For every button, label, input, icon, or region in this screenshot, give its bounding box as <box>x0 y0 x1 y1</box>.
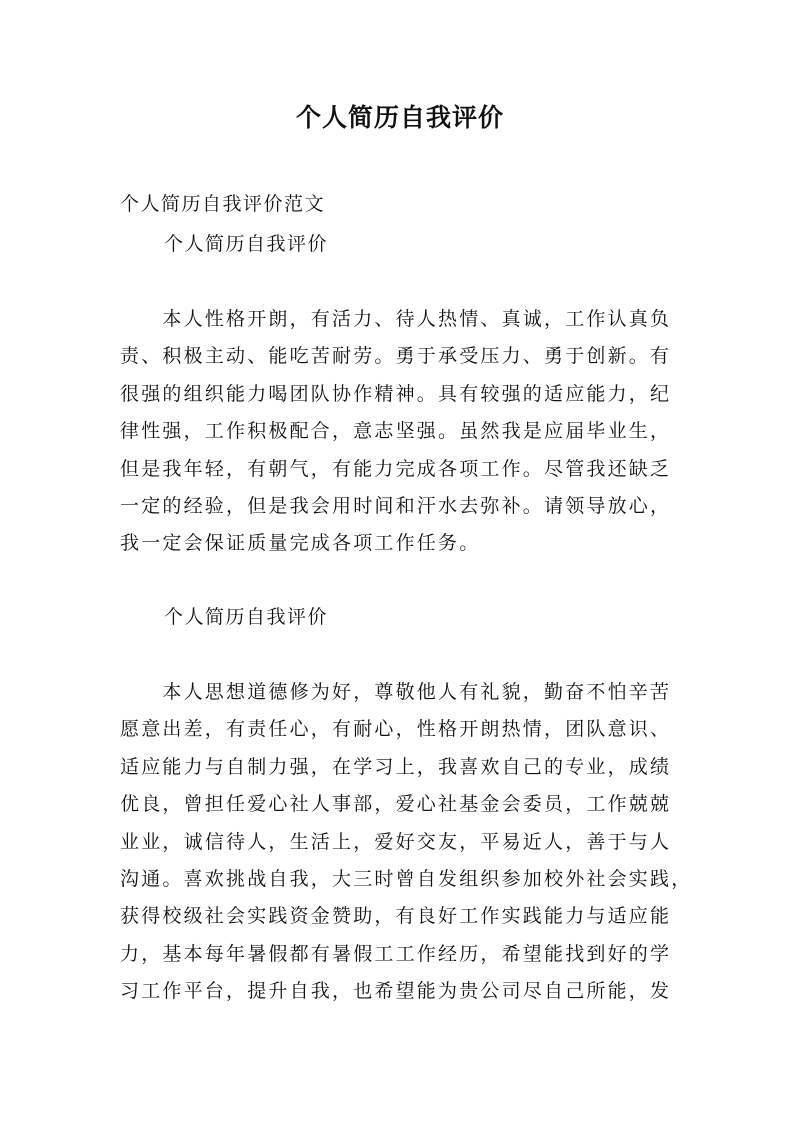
section-2-paragraph <box>120 674 693 1011</box>
paragraph-line: 适应能力与自制力强，在学习上，我喜欢自己的专业，成绩 <box>120 755 672 778</box>
section-1-heading: 个人简历自我评价 <box>164 233 329 255</box>
document-subtitle: 个人简历自我评价范文 <box>120 193 326 215</box>
paragraph-line: 但是我年轻，有朝气，有能力完成各项工作。尽管我还缺乏 <box>120 457 672 480</box>
paragraph-line: 获得校级社会实践资金赞助，有良好工作实践能力与适应能 <box>120 905 672 928</box>
paragraph-line: 力，基本每年暑假都有暑假工工作经历，希望能找到好的学 <box>120 942 672 965</box>
section-2-heading: 个人简历自我评价 <box>164 606 329 628</box>
paragraph-line: 律性强，工作积极配合，意志坚强。虽然我是应届毕业生， <box>120 420 672 443</box>
paragraph-line: 愿意出差，有责任心，有耐心，性格开朗热情，团队意识、 <box>120 718 672 741</box>
paragraph-line: 沟通。喜欢挑战自我，大三时曾自发组织参加校外社会实践， <box>120 867 693 890</box>
paragraph-line: 业业，诚信待人，生活上，爱好交友，平易近人，善于与人 <box>120 830 672 853</box>
paragraph-line: 优良，曾担任爱心社人事部，爱心社基金会委员，工作兢兢 <box>120 793 672 816</box>
section-1-paragraph <box>120 301 690 563</box>
paragraph-line: 很强的组织能力喝团队协作精神。具有较强的适应能力，纪 <box>120 382 672 405</box>
paragraph-line: 本人性格开朗，有活力、待人热情、真诚，工作认真负 <box>120 308 672 330</box>
document-title: 个人简历自我评价 <box>295 103 504 132</box>
paragraph-line: 我一定会保证质量完成各项工作任务。 <box>120 532 481 555</box>
paragraph-line: 一定的经验，但是我会用时间和汗水去弥补。请领导放心， <box>120 494 672 517</box>
paragraph-line: 习工作平台，提升自我，也希望能为贵公司尽自己所能，发 <box>120 980 672 1003</box>
paragraph-line: 责、积极主动、能吃苦耐劳。勇于承受压力、勇于创新。有 <box>120 345 672 368</box>
paragraph-line: 本人思想道德修为好，尊敬他人有礼貌，勤奋不怕辛苦 <box>120 681 672 703</box>
